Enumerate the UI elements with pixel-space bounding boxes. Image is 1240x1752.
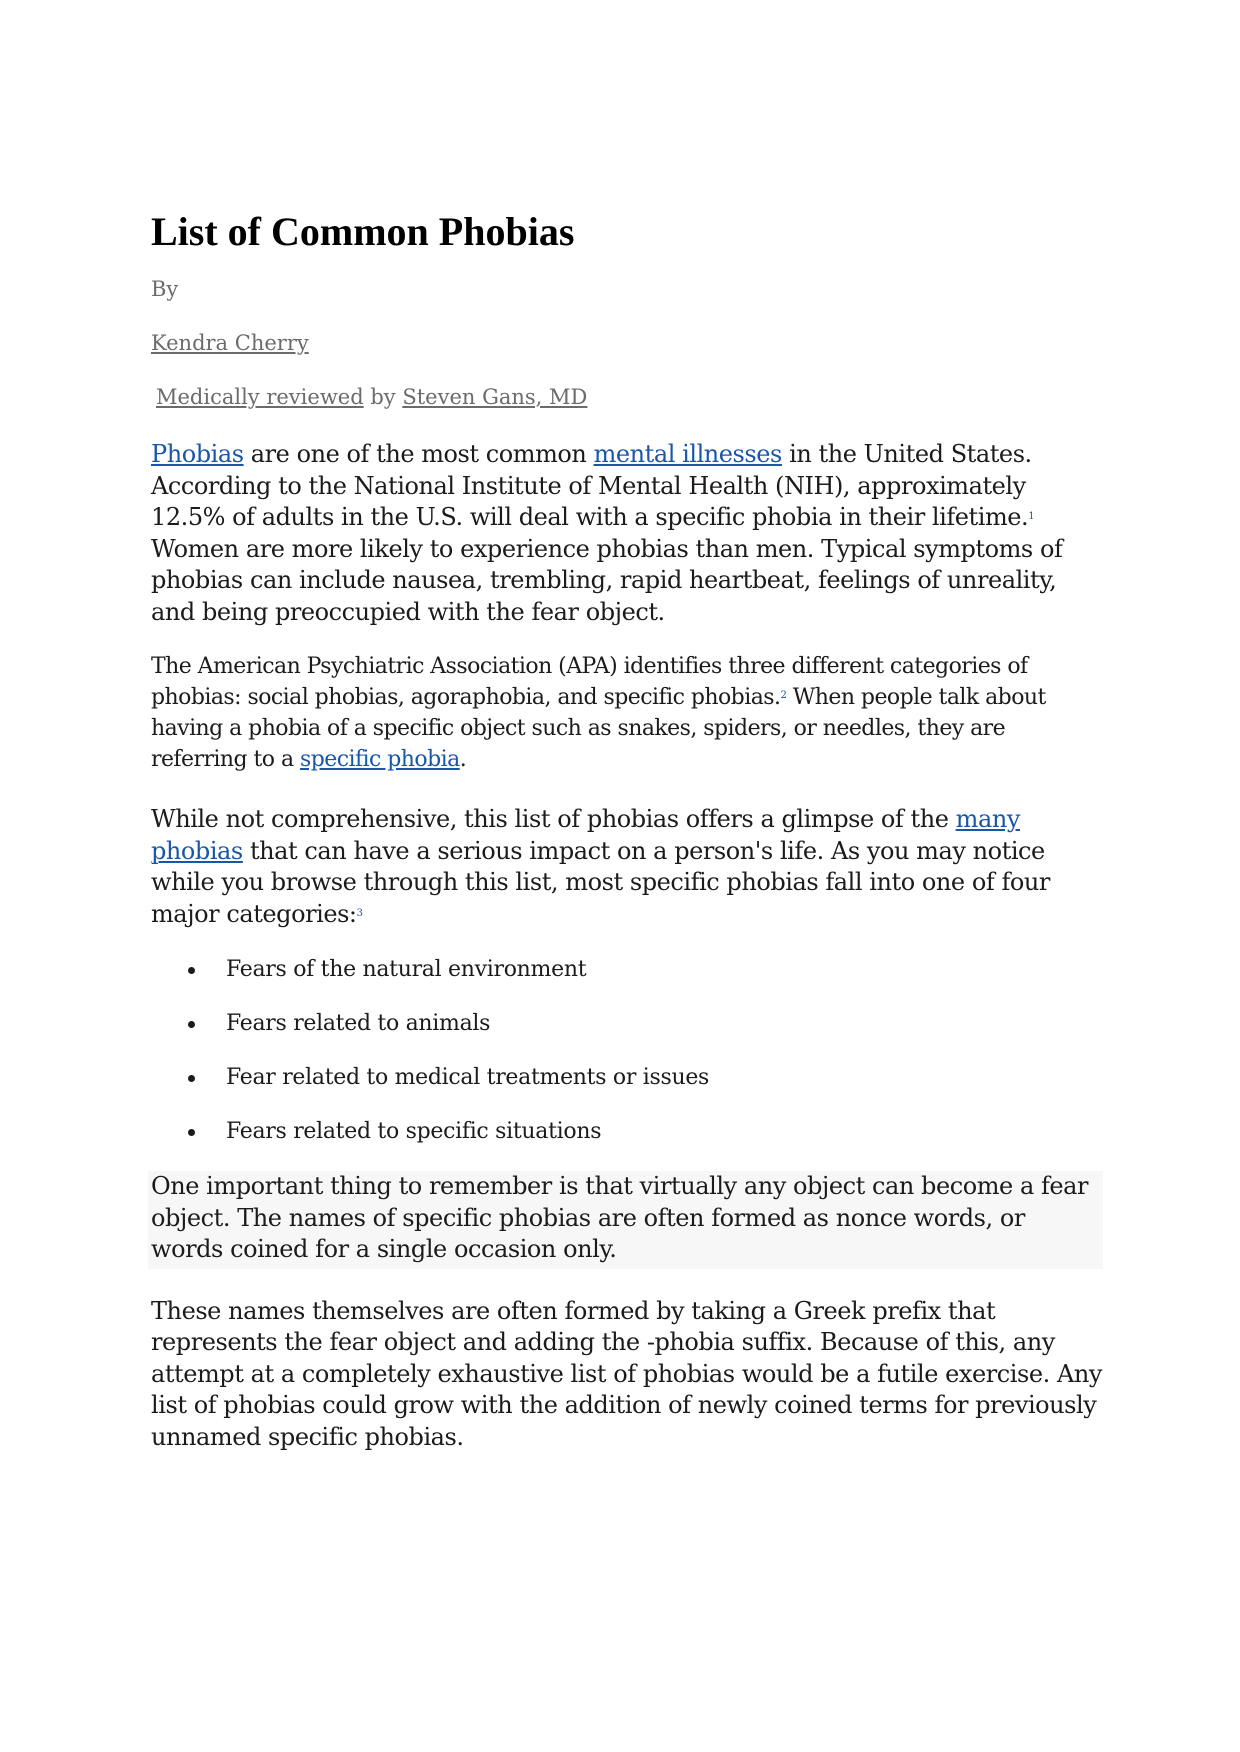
category-list bbox=[151, 955, 1103, 1147]
byline-label: By bbox=[151, 277, 179, 301]
many-phobias-link[interactable]: many phobias bbox=[151, 805, 1020, 865]
mental-illnesses-link[interactable]: mental illnesses bbox=[593, 440, 782, 468]
specific-phobia-link[interactable]: specific phobia bbox=[299, 747, 460, 772]
reviewer-link[interactable]: Steven Gans, MD bbox=[402, 385, 588, 409]
author-row bbox=[151, 328, 1103, 358]
bullet-icon bbox=[188, 1021, 195, 1028]
list-item bbox=[151, 1117, 1103, 1147]
footnote-3-link[interactable]: 3 bbox=[356, 907, 363, 919]
apa-text-2: When people talk about having a phobia of a specific object such as snakes, spiders, or needles, they are referring to a bbox=[151, 685, 1046, 772]
highlighted-paragraph: One important thing to remember is that virtually any object can become a fear object. The names of specific phobias are often formed as nonce words, or words coined for a single occasion only. bbox=[148, 1171, 1103, 1269]
naming-paragraph: These names themselves are often formed by taking a Greek prefix that represents the fear object and adding the -phobia suffix. Because of this, any attempt at a completely exhaustive list of phobias would be a futile exercise. Any list of phobias could grow with the addition of newly coined terms for previously unnamed specific phobias. bbox=[151, 1296, 1102, 1451]
bullet-icon bbox=[188, 1075, 195, 1082]
list-item bbox=[151, 1063, 1103, 1093]
overview-text-2: that can have a serious impact on a person's life. As you may notice while you browse through this list, most specific phobias fall into one of four major categories: bbox=[151, 836, 1050, 928]
overview-paragraph bbox=[151, 804, 1103, 930]
review-row bbox=[151, 382, 1103, 412]
page-title: List of Common Phobias bbox=[151, 209, 575, 254]
review-by-text: by bbox=[363, 385, 403, 409]
overview-text-1: While not comprehensive, this list of phobias offers a glimpse of the bbox=[151, 805, 956, 833]
intro-text-2: in the United States. According to the National Institute of Mental Health (NIH), approximately 12.5% of adults in the U.S. will deal with a specific phobia in their lifetime. bbox=[151, 440, 1032, 531]
list-item-text: Fear related to medical treatments or issues bbox=[226, 1065, 710, 1090]
intro-text-3: Women are more likely to experience phobias than men. Typical symptoms of phobias can include nausea, trembling, rapid heartbeat, feelings of unreality, and being preoccupied with the fear object. bbox=[151, 534, 1063, 626]
footnote-2-link[interactable]: 2 bbox=[780, 690, 787, 701]
bullet-icon bbox=[188, 1129, 195, 1136]
intro-text-1: are one of the most common bbox=[243, 440, 594, 468]
list-item-text: Fears of the natural environment bbox=[226, 957, 587, 982]
phobias-link[interactable]: Phobias bbox=[151, 440, 244, 468]
footnote-1-link[interactable]: 1 bbox=[1028, 511, 1035, 522]
apa-text-3: . bbox=[459, 747, 467, 772]
apa-paragraph bbox=[151, 651, 1103, 775]
list-item bbox=[151, 1009, 1103, 1039]
medically-reviewed-link[interactable]: Medically reviewed bbox=[156, 385, 364, 409]
list-item bbox=[151, 955, 1103, 985]
author-link[interactable]: Kendra Cherry bbox=[151, 331, 309, 355]
list-item-text: Fears related to animals bbox=[226, 1011, 491, 1036]
list-item-text: Fears related to specific situations bbox=[226, 1119, 602, 1144]
article bbox=[151, 208, 1103, 1453]
apa-text-1: The American Psychiatric Association (APA) identifies three different categories of phobias: social phobias, agoraphobia, and specific phobias. bbox=[151, 654, 1028, 710]
bullet-icon bbox=[188, 967, 195, 974]
intro-paragraph bbox=[151, 439, 1103, 628]
